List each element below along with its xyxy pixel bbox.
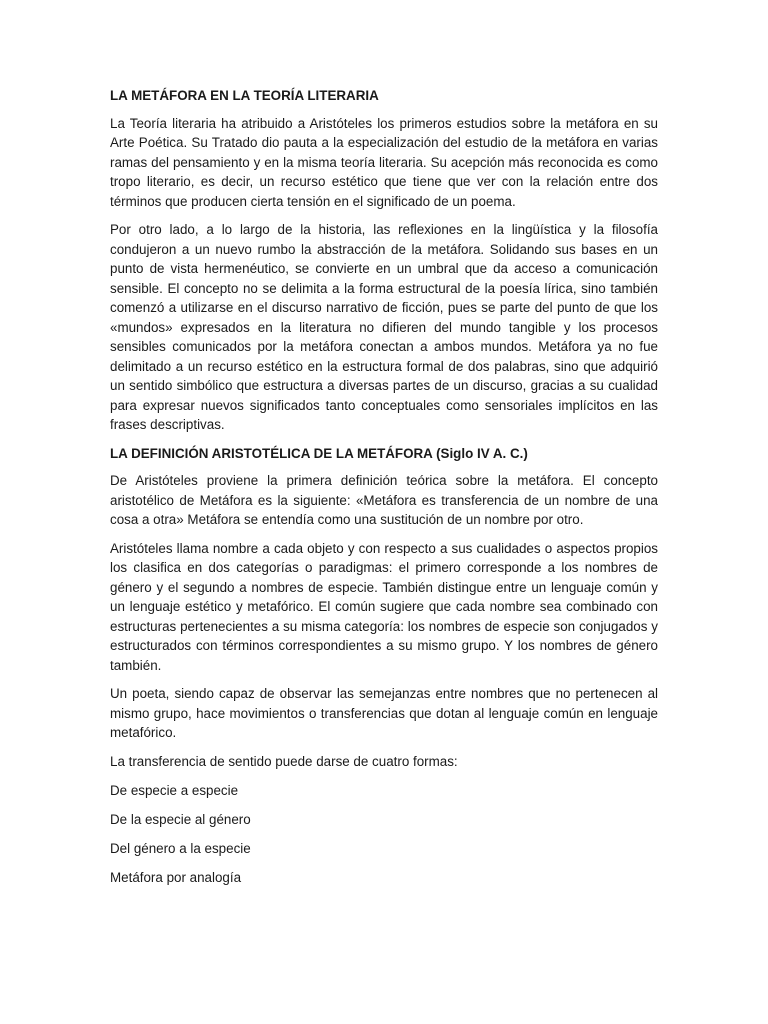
section-heading-definicion-aristotelica: LA DEFINICIÓN ARISTOTÉLICA DE LA METÁFORA (Siglo IV A. C.) [110, 445, 528, 461]
list-item: De la especie al género [110, 811, 251, 827]
paragraph-transferencia-intro: La transferencia de sentido puede darse de cuatro formas: [110, 753, 458, 769]
paragraph-definicion: De Aristóteles proviene la primera definición teórica sobre la metáfora. El concepto aristotélico de Metáfora es la siguiente: «Metáfora es transferencia de un nombre de una cosa a otra» Metáfora se entendía como una sustitución de un nombre por otro. [110, 473, 658, 527]
list-item: Metáfora por analogía [110, 869, 242, 885]
section-heading-metafora-teoria: LA METÁFORA EN LA TEORÍA LITERARIA [110, 88, 379, 103]
paragraph-categorias: Aristóteles llama nombre a cada objeto y con respecto a sus cualidades o aspectos propios los clasifica en dos categorías o paradigmas: el primero corresponde a los nombres de género y el segundo a nombres de especie. También distingue entre un lenguaje común y un lenguaje estético y metafórico. El común sugiere que cada nombre sea combinado con estructuras pertenecientes a su misma categoría: los nombres de especie son conjugados y estructurados con términos correspondientes a su mismo grupo. Y los nombres de género también. [110, 540, 658, 673]
document-page [110, 86, 658, 897]
paragraph-intro: La Teoría literaria ha atribuido a Aristóteles los primeros estudios sobre la metáfora en su Arte Poética. Su Tratado dio pauta a la especialización del estudio de la metáfora en varias ramas del pensamiento y en la misma teoría literaria. Su acepción más reconocida es como tropo literario, es decir, un recurso estético que tiene que ver con la relación entre dos términos que producen cierta tensión en el significado de un poema. [110, 115, 658, 209]
list-item: De especie a especie [110, 782, 239, 798]
paragraph-poeta: Un poeta, siendo capaz de observar las semejanzas entre nombres que no pertenecen al mismo grupo, hace movimientos o transferencias que dotan al lenguaje común en lenguaje metafórico. [110, 686, 658, 740]
list-item: Del género a la especie [110, 840, 251, 856]
paragraph-historia: Por otro lado, a lo largo de la historia, las reflexiones en la lingüística y la filosofía condujeron a un nuevo rumbo la abstracción de la metáfora. Solidando sus bases en un punto de vista hermenéutico, se convierte en un umbral que da acceso a comunicación sensible. El concepto no se delimita a la forma estructural de la poesía lírica, sino también comenzó a utilizarse en el discurso narrativo de ficción, pues se parte del punto de que los «mundos» expresados en la literatura no difieren del mundo tangible y los procesos sensibles comunicados por la metáfora conectan a ambos mundos. Metáfora ya no fue delimitado a un recurso estético en la estructura formal de dos palabras, sino que adquirió un sentido simbólico que estructura a diversas partes de un discurso, gracias a su cualidad para expresar nuevos significados tanto conceptuales como sensoriales implícitos en las frases descriptivas. [110, 222, 658, 432]
